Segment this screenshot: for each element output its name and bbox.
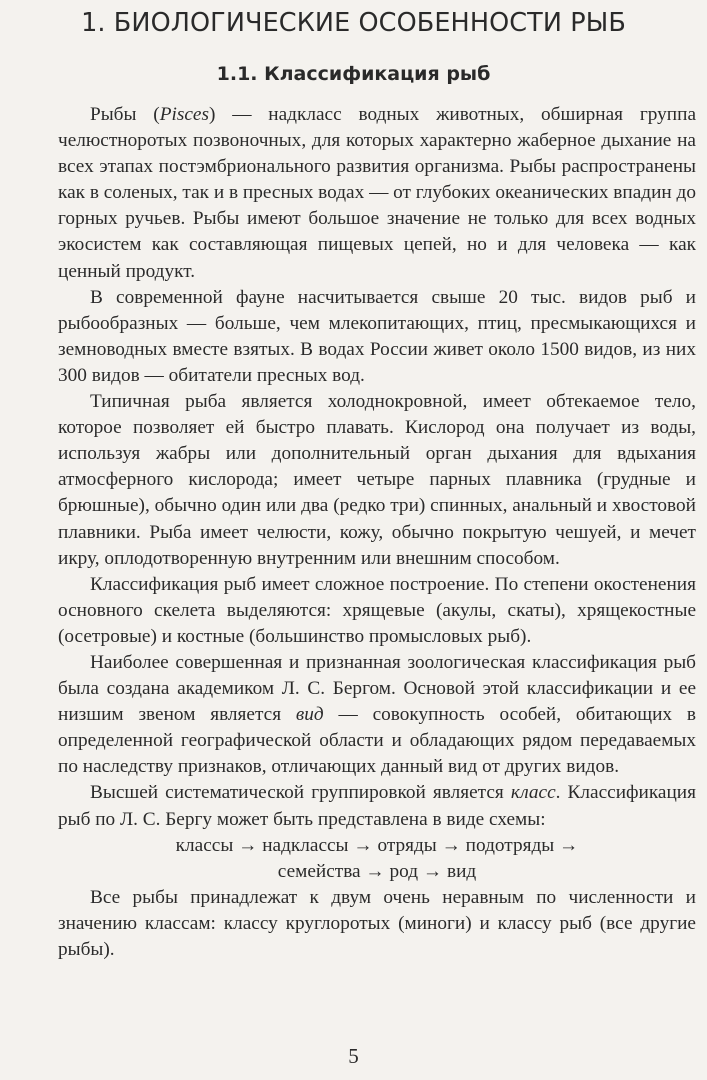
paragraph-fauna: В современной фауне насчитывается свыше 20 тыс. видов рыб и рыбообразных — больше, чем млекопитающих, птиц, пресмыкающихся и земноводных вместе взятых. В водах России живет около 1500 видов, из них 300 видов — обитатели пресных вод. (58, 286, 696, 386)
italic-term: класс (510, 782, 556, 804)
paragraph-text: ) — надкласс водных животных, обширная группа челюстноротых позвоночных, для которых характерно жаберное дыхание на всех этапах постэмбрионального развития организма. Рыбы распространены как в соленых, так и в пресных водах — от глубоких океанических впадин до горных ручьев. Рыбы имеют большое значение не только для всех водных экосистем как составляющая пищевых цепей, но и для человека — как ценный продукт. (58, 104, 696, 282)
italic-term: вид (295, 704, 324, 726)
scheme-line-1: классы → надклассы → отряды → подотряды → (175, 834, 579, 856)
paragraph-text: Высшей систематической группировкой является (90, 782, 511, 804)
paragraph-text: . Классификация рыб по Л. С. Бергу может быть представлена в виде схемы: (58, 782, 696, 830)
paragraph-pisces (58, 102, 696, 285)
scheme-line-2: семейства → род → вид (277, 860, 477, 882)
paragraph-berg-classification (58, 650, 696, 780)
page-number: 5 (348, 1044, 359, 1068)
paragraph-typical-fish: Типичная рыба является холоднокровной, имеет обтекаемое тело, которое позволяет ей быстро плавать. Кислород она получает из воды, используя жабры или дополнительный орган дыхания для вдыхания атмосферного кислорода; имеет четыре парных плавника (грудные и брюшные), обычно один или два (редко три) спинных, анальный и хвостовой плавники. Рыба имеет челюсти, кожу, обычно покрытую чешуей, и мечет икру, оплодотворенную внутренним или внешним способом. (58, 391, 696, 569)
paragraph-text: — совокупность особей, обитающих в определенной географической области и обладающих рядом передаваемых по наследству признаков, отличающих данный вид от других видов. (58, 704, 696, 778)
body-text (58, 102, 696, 963)
paragraph-two-classes: Все рыбы принадлежат к двум очень неравным по численности и значению классам: классу круглоротых (миноги) и классу рыб (все другие рыбы). (58, 886, 696, 960)
paragraph-skeleton-classification: Классификация рыб имеет сложное построение. По степени окостенения основного скелета выделяются: хрящевые (акулы, скаты), хрящекостные (осетровые) и костные (большинство промысловых рыб). (58, 573, 696, 647)
paragraph-text: Рыбы ( (90, 104, 160, 125)
paragraph-class-grouping (58, 780, 696, 832)
italic-term: Pisces (159, 104, 209, 125)
section-title: 1.1. Классификация рыб (216, 63, 491, 85)
paragraph-text: Наиболее совершенная и признанная зоологическая классификация рыб была создана академиком Л. С. Бергом. Основой этой классификации и ее низшим звеном является (58, 651, 696, 726)
chapter-title: 1. БИОЛОГИЧЕСКИЕ ОСОБЕННОСТИ РЫБ (81, 8, 626, 38)
